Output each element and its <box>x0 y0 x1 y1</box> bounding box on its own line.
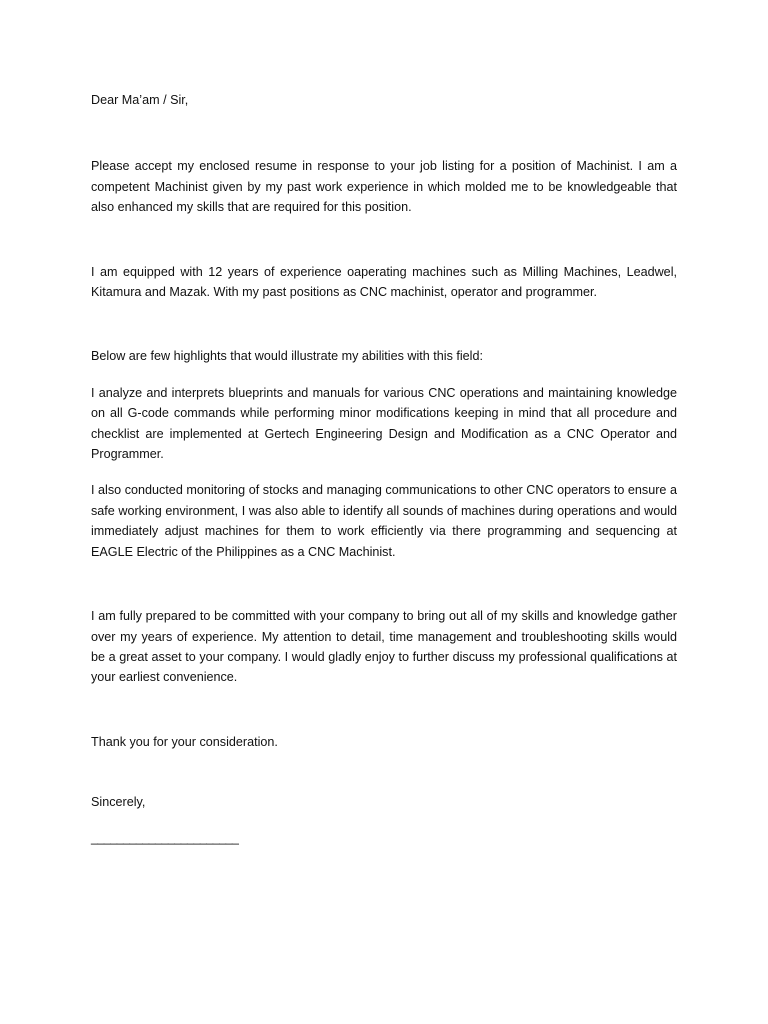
salutation: Dear Ma’am / Sir, <box>91 93 189 107</box>
paragraph-highlights-heading: Below are few highlights that would illustrate my abilities with this field: <box>91 349 483 364</box>
thanks-line: Thank you for your consideration. <box>91 734 278 749</box>
signature-line: _______________________ <box>91 830 239 845</box>
paragraph-experience: I am equipped with 12 years of experience oaperating machines such as Milling Machines, Leadwel, Kitamura and Mazak. With my past positions as CNC machinist, operator and programmer. <box>91 264 677 300</box>
paragraph-highlight-eagle: I also conducted monitoring of stocks and managing communications to other CNC operators to ensure a safe working environment, I was also able to identify all sounds of machines during operations and would immediately adjust machines for them to work efficiently via there programming and sequencing at EAGLE Electric of the Philippines as a CNC Machinist. <box>91 483 677 559</box>
paragraph-highlight-gertech: I analyze and interprets blueprints and manuals for various CNC operations and maintaining knowledge on all G-code commands while performing minor modifications keeping in mind that all procedure and checklist are implemented at Gertech Engineering Design and Modification as a CNC Operator and Programmer. <box>91 385 677 462</box>
closing: Sincerely, <box>91 795 146 810</box>
paragraph-commitment: I am fully prepared to be committed with your company to bring out all of my skills and knowledge gather over my years of experience. My attention to detail, time management and troubleshooting skills would be a great asset to your company. I would gladly enjoy to further discuss my professional qualifications at your earliest convenience. <box>91 609 677 685</box>
cover-letter <box>91 90 677 848</box>
paragraph-intro: Please accept my enclosed resume in response to your job listing for a position of Machinist. I am a competent Machinist given by my past work experience in which molded me to be knowledgeable that also enhanced my skills that are required for this position. <box>91 159 677 215</box>
